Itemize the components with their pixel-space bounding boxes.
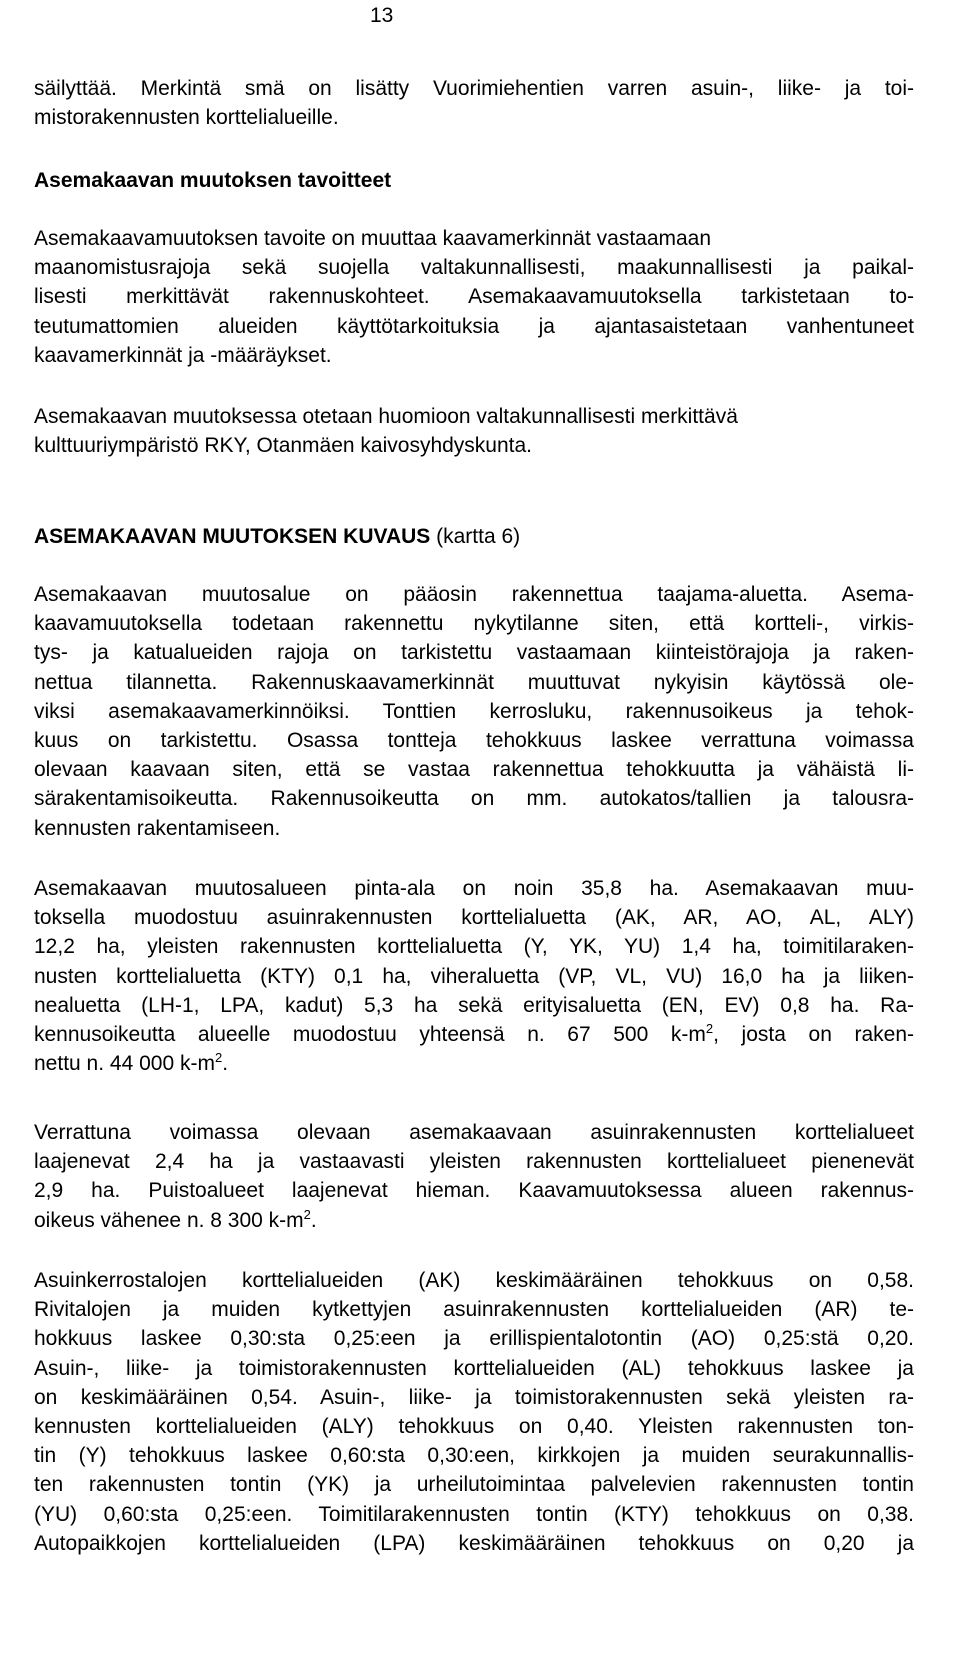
page-number: 13	[370, 4, 394, 27]
superscript: 2	[303, 1206, 311, 1222]
intro-paragraph	[34, 74, 914, 132]
text-line: viksi asemakaavamerkinnöiksi. Tonttien kerrosluku, rakennusoikeus ja tehok-	[34, 699, 914, 723]
text-line: teutumattomien alueiden käyttötarkoituksia ja ajantasaistetaan vanhentuneet	[34, 314, 914, 338]
text-line: Asemakaavamuutoksen tavoite on muuttaa kaavamerkinnät vastaamaan	[34, 227, 712, 250]
text-line: kennusten rakentamiseen.	[34, 816, 281, 840]
section-heading	[34, 522, 914, 551]
text-line	[34, 1049, 914, 1078]
text-fragment: .	[222, 1052, 229, 1076]
description-paragraph-3	[34, 1118, 914, 1235]
text-line: särakentamisoikeutta. Rakennusoikeutta on mm. autokatos/tallien ja talousra-	[34, 787, 914, 811]
text-line: 12,2 ha, yleisten rakennusten korttelialuetta (Y, YK, YU) 1,4 ha, toimitilaraken-	[34, 935, 914, 959]
section-heading-description	[34, 522, 914, 551]
text-line: Asemakaavan muutoksessa otetaan huomioon valtakunnallisesti merkittävä	[34, 405, 738, 428]
text-fragment: kennusoikeutta alueelle muodostuu yhteensä n. 67 500 k-m	[34, 1023, 706, 1047]
goals-paragraph-1	[34, 224, 914, 370]
text-line: Asemakaavan muutosalueen pinta-ala on noin 35,8 ha. Asemakaavan muu-	[34, 877, 914, 900]
text-line: 2,9 ha. Puistoalueet laajenevat hieman. Kaavamuutoksessa alueen rakennus-	[34, 1179, 914, 1203]
text-line: hokkuus laskee 0,30:sta 0,25:een ja erillispientalotontin (AO) 0,25:stä 0,20.	[34, 1327, 914, 1351]
text-line: säilyttää. Merkintä smä on lisätty Vuorimiehentien varren asuin-, liike- ja toi-	[34, 77, 914, 100]
text-line: kulttuuriympäristö RKY, Otanmäen kaivosyhdyskunta.	[34, 434, 533, 458]
text-line: nettua tilannetta. Rakennuskaavamerkinnät muuttuvat nykyisin käytössä ole-	[34, 670, 914, 694]
text-line: olevaan kaavaan siten, että se vastaa rakennettua tehokkuutta ja vähäistä li-	[34, 758, 914, 782]
description-paragraph-4	[34, 1266, 914, 1558]
section-heading-suffix: (kartta 6)	[430, 525, 521, 548]
text-line: Rivitalojen ja muiden kytkettyjen asuinrakennusten korttelialueiden (AR) te-	[34, 1298, 914, 1322]
goals-paragraph-2	[34, 402, 914, 460]
text-fragment: nettu n. 44 000 k-m	[34, 1052, 215, 1076]
text-line: nusten korttelialuetta (KTY) 0,1 ha, viheraluetta (VP, VL, VU) 16,0 ha ja liiken-	[34, 964, 914, 988]
text-line: kaavamuutoksella todetaan rakennettu nykytilanne siten, että kortteli-, virkis-	[34, 612, 914, 636]
text-line: lisesti merkittävät rakennuskohteet. Asemakaavamuutoksella tarkistetaan to-	[34, 285, 914, 309]
text-line: laajenevat 2,4 ha ja vastaavasti yleisten rakennusten korttelialueet pienenevät	[34, 1150, 914, 1174]
description-paragraph-2	[34, 874, 914, 1078]
text-line: toksella muodostuu asuinrakennusten korttelialuetta (AK, AR, AO, AL, ALY)	[34, 906, 914, 930]
text-fragment: oikeus vähenee n. 8 300 k-m	[34, 1208, 304, 1232]
text-line: on keskimääräinen 0,54. Asuin-, liike- ja toimistorakennusten sekä yleisten ra-	[34, 1385, 914, 1409]
description-paragraph-1	[34, 580, 914, 843]
text-line: (YU) 0,60:sta 0,25:een. Toimitilarakennusten tontin (KTY) tehokkuus on 0,38.	[34, 1502, 914, 1526]
text-line: Asuin-, liike- ja toimistorakennusten korttelialueiden (AL) tehokkuus laskee ja	[34, 1356, 914, 1380]
text-line: tin (Y) tehokkuus laskee 0,60:sta 0,30:een, kirkkojen ja muiden seurakunnallis-	[34, 1444, 914, 1468]
text-line: mistorakennusten korttelialueille.	[34, 106, 339, 130]
text-line: tys- ja katualueiden rajoja on tarkistettu vastaamaan kiinteistörajoja ja raken-	[34, 641, 914, 665]
text-line: kuus on tarkistettu. Osassa tontteja tehokkuus laskee verrattuna voimassa	[34, 729, 914, 753]
text-fragment: , josta on raken-	[713, 1023, 914, 1047]
section-heading: Asemakaavan muutoksen tavoitteet	[34, 169, 392, 192]
superscript: 2	[705, 1021, 714, 1037]
text-line: Autopaikkojen korttelialueiden (LPA) keskimääräinen tehokkuus on 0,20 ja	[34, 1531, 914, 1555]
section-heading-goals	[34, 166, 914, 195]
superscript: 2	[214, 1050, 223, 1066]
text-line: maanomistusrajoja sekä suojella valtakunnallisesti, maakunnallisesti ja paikal-	[34, 256, 914, 280]
text-line: Asuinkerrostalojen korttelialueiden (AK) keskimääräinen tehokkuus on 0,58.	[34, 1269, 914, 1292]
text-line: kaavamerkinnät ja -määräykset.	[34, 343, 332, 367]
text-line	[34, 1206, 914, 1235]
text-line: kennusten korttelialueiden (ALY) tehokkuus on 0,40. Yleisten rakennusten ton-	[34, 1415, 914, 1439]
text-line	[34, 1020, 914, 1049]
text-fragment: .	[310, 1208, 317, 1232]
section-heading-bold: ASEMAKAAVAN MUUTOKSEN KUVAUS	[34, 525, 431, 548]
text-line: ten rakennusten tontin (YK) ja urheilutoimintaa palvelevien rakennusten tontin	[34, 1473, 914, 1497]
text-line: Verrattuna voimassa olevaan asemakaavaan asuinrakennusten korttelialueet	[34, 1121, 914, 1144]
text-line: Asemakaavan muutosalue on pääosin rakennettua taajama-aluetta. Asema-	[34, 583, 914, 606]
text-line: nealuetta (LH-1, LPA, kadut) 5,3 ha sekä erityisaluetta (EN, EV) 0,8 ha. Ra-	[34, 993, 914, 1017]
